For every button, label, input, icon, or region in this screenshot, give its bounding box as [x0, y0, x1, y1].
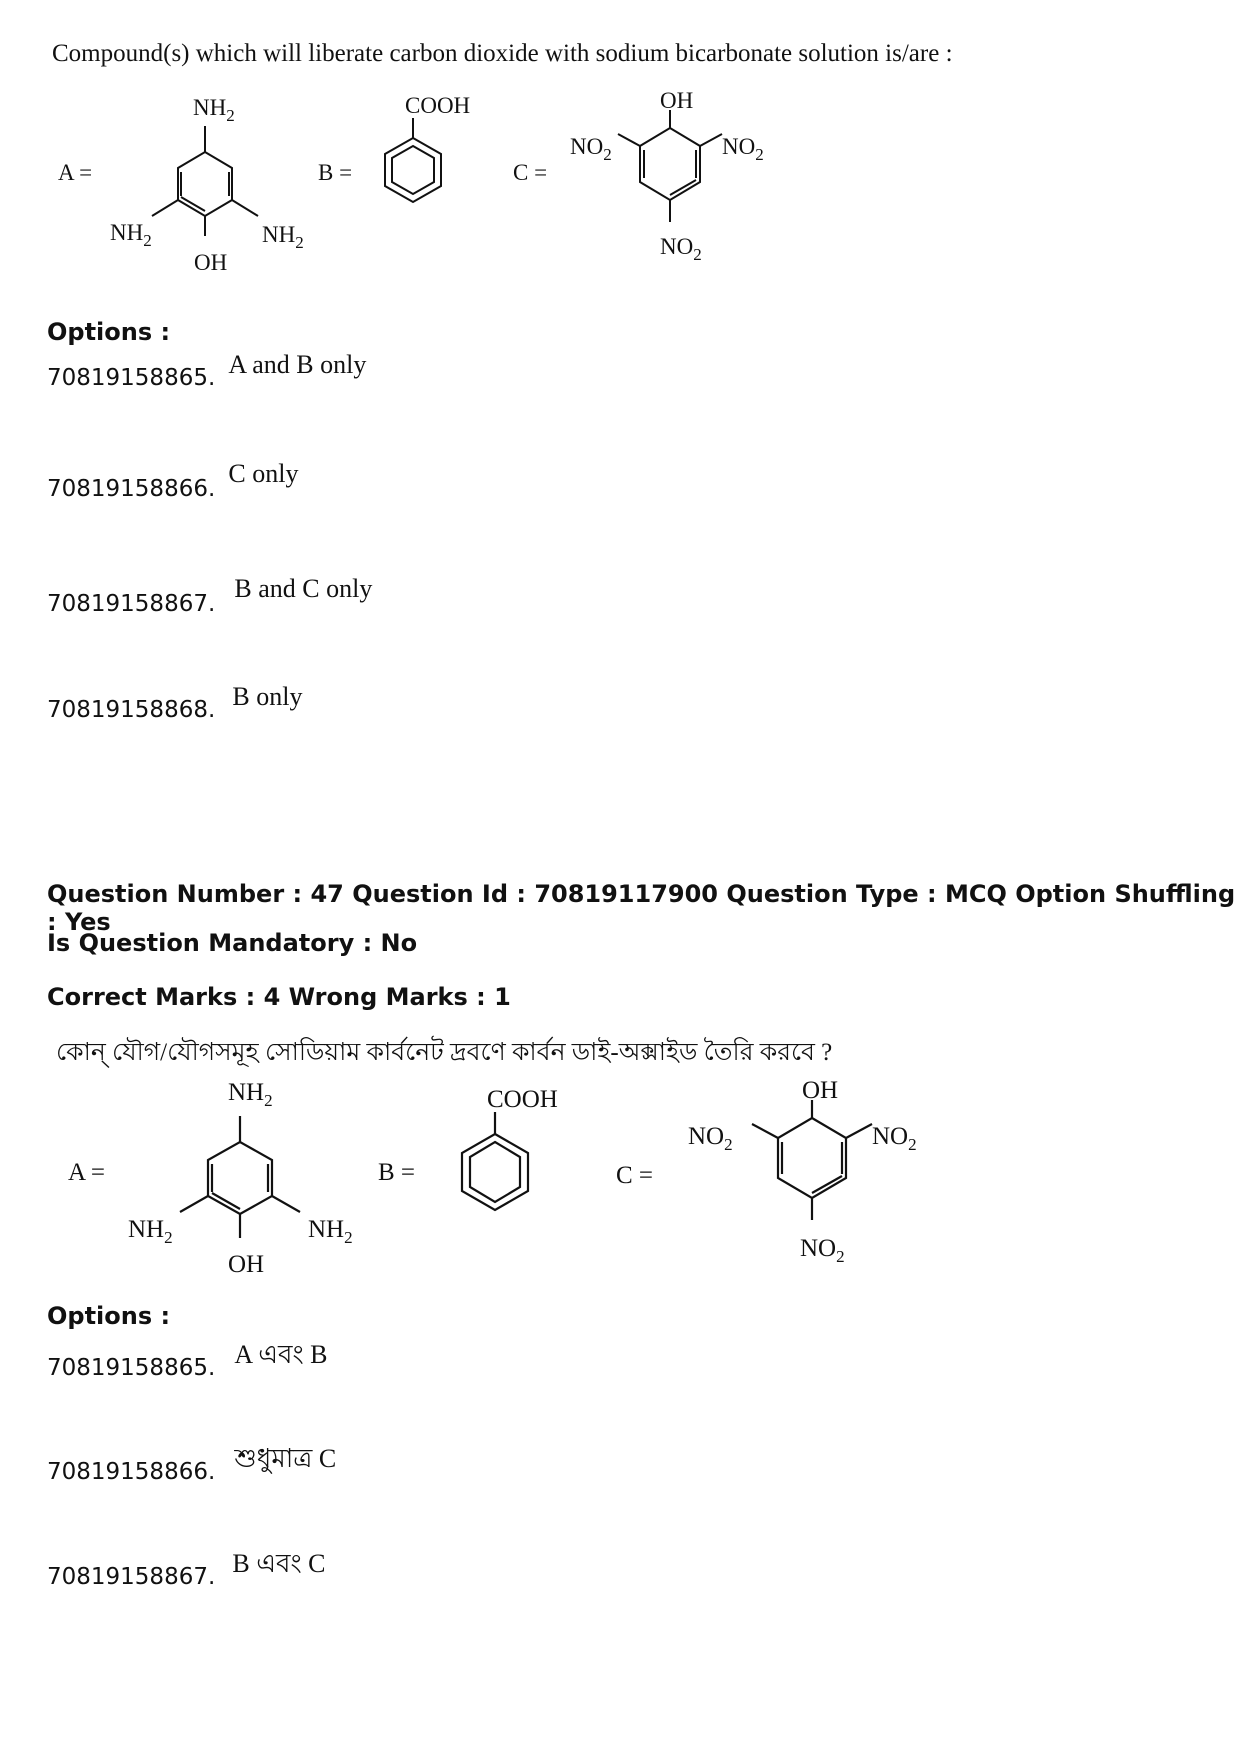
label-compound-b: B = [378, 1159, 416, 1186]
compound-b-structure [462, 1112, 528, 1210]
option-id: 70819158868. [47, 697, 216, 723]
svg-text:OH: OH [228, 1251, 265, 1278]
option-text: A and B only [228, 350, 367, 379]
svg-text:NO2: $NO_2$ [660, 234, 702, 264]
option-id: 70819158865. [47, 1355, 216, 1381]
svg-text:NO2: $NO_2$ [570, 134, 612, 164]
svg-text:COOH: COOH [405, 93, 471, 118]
option-id: 70819158866. [47, 1459, 216, 1485]
chemical-structures-figure [0, 1070, 1240, 1300]
option-text: শুধুমাত্র C [234, 1444, 337, 1473]
label-compound-b: B = [318, 160, 353, 185]
option-id: 70819158865. [47, 365, 216, 391]
svg-text:NO2: $NO_2$ [688, 1123, 733, 1154]
option-row[interactable] [47, 574, 373, 618]
question-meta-line2: Is Question Mandatory : No [47, 929, 418, 957]
svg-text:NH2: $NH_2$ [228, 1079, 273, 1110]
label-compound-a: A = [58, 160, 93, 185]
option-row[interactable] [47, 350, 367, 392]
compound-c-structure [618, 110, 722, 222]
compound-a-structure [180, 1116, 300, 1238]
question-stem-bengali: কোন্ যৌগ/যৌগসমূহ সোডিয়াম কার্বনেট দ্রবণে কার্বন ডাই-অক্সাইড তৈরি করবে ? [56, 1039, 833, 1066]
svg-text:NH2: $NH_2$ [110, 220, 152, 250]
option-row[interactable] [47, 1340, 328, 1390]
svg-text:NH2: $NH_2$ [193, 95, 235, 125]
svg-text:NO2: $NO_2$ [872, 1123, 917, 1154]
option-text: C only [228, 459, 299, 488]
question-meta-line3: Correct Marks : 4 Wrong Marks : 1 [47, 983, 511, 1011]
option-text: B only [232, 682, 303, 711]
svg-text:NH2: $NH_2$ [128, 1216, 173, 1247]
svg-text:NO2: $NO_2$ [800, 1235, 845, 1266]
svg-text:COOH: COOH [487, 1086, 558, 1113]
svg-text:NH2: $NH_2$ [262, 222, 304, 252]
option-id: 70819158867. [47, 591, 216, 617]
option-id: 70819158867. [47, 1564, 216, 1590]
options-heading: Options : [47, 318, 171, 346]
label-compound-a: A = [68, 1159, 106, 1186]
option-id: 70819158866. [47, 476, 216, 502]
compound-c-structure [752, 1100, 872, 1220]
svg-text:OH: OH [802, 1077, 839, 1104]
svg-text:NH2: $NH_2$ [308, 1216, 353, 1247]
label-compound-c: C = [616, 1162, 654, 1189]
svg-text:NO2: $NO_2$ [722, 134, 764, 164]
compound-a-structure [152, 126, 258, 236]
label-compound-c: C = [513, 160, 548, 185]
option-text: A এবং B [234, 1340, 328, 1369]
question-stem: Compound(s) which will liberate carbon dioxide with sodium bicarbonate solution is/are : [52, 40, 953, 67]
chemical-structures-figure [0, 80, 1240, 310]
option-row[interactable] [47, 459, 299, 503]
option-text: B and C only [234, 574, 373, 603]
option-text: B এবং C [232, 1549, 326, 1578]
question-meta-line1: Question Number : 47 Question Id : 70819117900 Question Type : MCQ Option Shuffling : Yes [47, 880, 1236, 936]
option-row[interactable] [47, 1549, 326, 1599]
options-heading: Options : [47, 1302, 171, 1330]
compound-b-structure [385, 118, 441, 202]
option-row[interactable] [47, 1444, 337, 1494]
svg-text:OH: OH [194, 250, 228, 275]
option-row[interactable] [47, 682, 303, 724]
svg-text:OH: OH [660, 88, 694, 113]
